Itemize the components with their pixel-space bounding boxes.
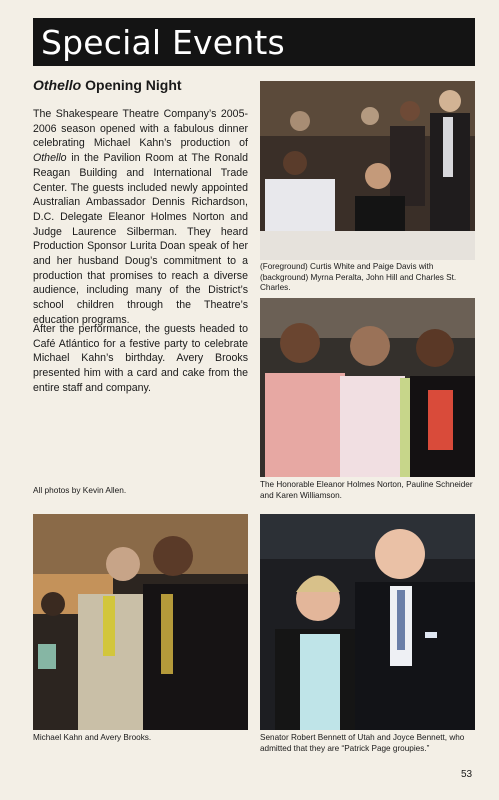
caption-three-women: The Honorable Eleanor Holmes Norton, Pauline Schneider and Karen Williamson. bbox=[260, 480, 473, 500]
caption-kahn-brooks: Michael Kahn and Avery Brooks. bbox=[33, 733, 152, 742]
event-photo-bennetts bbox=[260, 514, 475, 730]
paragraph-1-play: Othello bbox=[33, 152, 67, 165]
article-title-rest: Opening Night bbox=[81, 77, 182, 93]
page-number: 53 bbox=[461, 769, 473, 780]
article-paragraph-1 bbox=[33, 107, 248, 328]
paragraph-1-part-b: in the Pavilion Room at The Ronald Reagan Building and International Trade Center. The guests included newly appointed Australian Ambassador Dennis Richardson, D.C. Delegate Eleanor Holmes Norton and Judge Laurence Silberman. They heard Production Sponsor Lurita Doan speak of her and her husband Doug’s commitment to a production that promises to reach a diverse audience, including many of the District’s school children through the Theatre’s education programs. bbox=[33, 152, 248, 326]
caption-dinner-group: (Foreground) Curtis White and Paige Davis with (background) Myrna Peralta, John Hill and Charles St. Charles. bbox=[260, 262, 457, 292]
article-title bbox=[33, 77, 182, 93]
photo-credit: All photos by Kevin Allen. bbox=[33, 485, 127, 495]
article-title-play: Othello bbox=[33, 77, 82, 93]
caption-bennetts: Senator Robert Bennett of Utah and Joyce Bennett, who admitted that they are “Patrick Page groupies.” bbox=[260, 733, 465, 753]
event-photo-kahn-brooks bbox=[33, 514, 248, 730]
section-title: Special Events bbox=[41, 22, 285, 62]
paragraph-1-part-a: The Shakespeare Theatre Company’s 2005-2006 season opened with a fabulous dinner celebrating Michael Kahn’s production of bbox=[33, 108, 248, 150]
section-header-band bbox=[33, 18, 475, 66]
article-paragraph-2: After the performance, the guests headed to Café Atlántico for a festive party to celebrate Michael Kahn’s birthday. Avery Brooks presented him with a card and cake from the entire staff and company. bbox=[33, 323, 248, 394]
event-photo-dinner-group bbox=[260, 81, 475, 260]
event-photo-three-women bbox=[260, 298, 475, 477]
